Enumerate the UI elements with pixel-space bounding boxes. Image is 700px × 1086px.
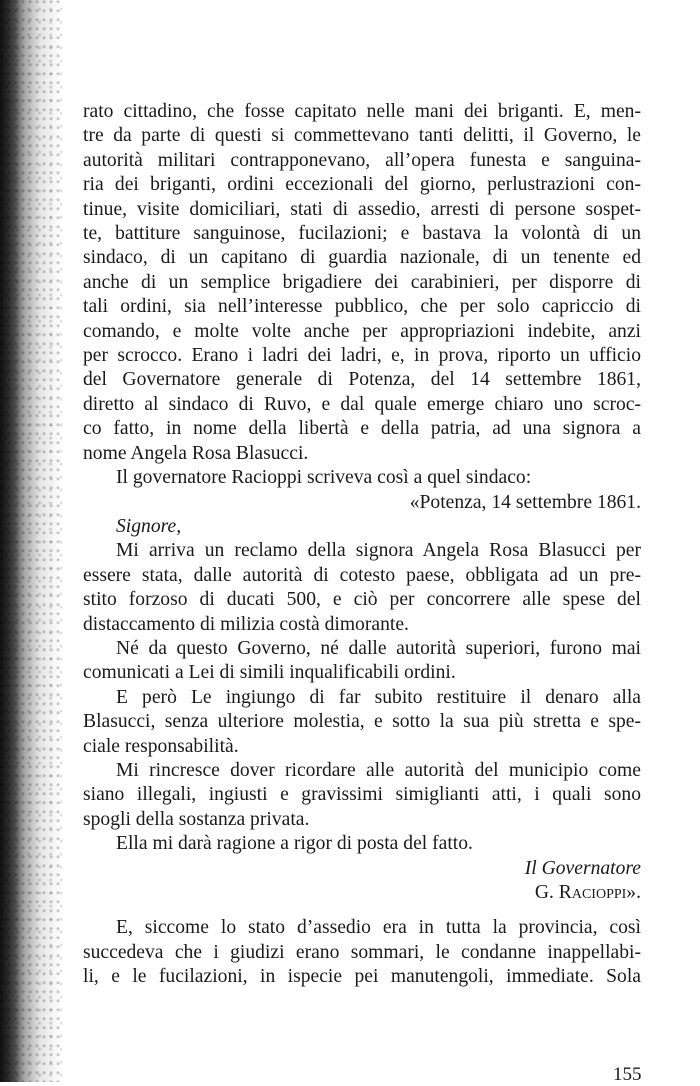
text-line: E, siccome lo stato d’assedio era in tutta la provincia, così (116, 917, 641, 939)
text-line: diretto al sindaco di Ruvo, e dal quale emerge chiaro uno scroc- (83, 393, 641, 415)
page-text (83, 100, 641, 990)
text-line: li, e le fucilazioni, in ispecie pei manutengoli, immediate. Sola (83, 966, 641, 988)
letter-salutation: Signore, (116, 515, 182, 537)
letter-dateline: «Potenza, 14 settembre 1861. (409, 491, 641, 513)
text-line: ciale responsabilità. (83, 735, 239, 757)
text-line: Mi rincresce dover ricordare alle autorità del municipio come (116, 759, 641, 781)
text-line: comando, e molte volte anche per appropriazioni indebite, anzi (83, 320, 641, 342)
text-line: sindaco, di un capitano di guardia nazionale, di un tenente ed (83, 247, 641, 269)
text-line: tali ordini, sia nell’interesse pubblico, che per solo capriccio di (83, 296, 641, 318)
text-line: nome Angela Rosa Blasucci. (83, 442, 309, 464)
text-line: succedeva che i giudizi erano sommari, le condanne inappellabi- (83, 941, 641, 963)
text-line: tre da parte di questi si commettevano tanti delitti, il Governo, le (83, 125, 641, 147)
text-line: Ella mi darà ragione a rigor di posta del fatto. (116, 833, 473, 855)
text-line: Mi arriva un reclamo della signora Angela Rosa Blasucci per (116, 540, 641, 562)
text-line: comunicati a Lei di simili inqualificabili ordini. (83, 662, 456, 684)
text-line: essere stata, dalle autorità di cotesto paese, obbligata ad un pre- (83, 564, 641, 586)
text-line: tinue, visite domiciliari, stati di assedio, arresti di persone sospet- (83, 198, 641, 220)
text-line: siano illegali, ingiusti e gravissimi simiglianti atti, i quali sono (83, 784, 641, 806)
text-line: rato cittadino, che fosse capitato nelle mani dei briganti. E, men- (83, 101, 641, 122)
text-line: del Governatore generale di Potenza, del 14 settembre 1861, (83, 369, 641, 391)
text-line: co fatto, in nome della libertà e della patria, ad una signora a (83, 418, 641, 440)
text-line: Blasucci, senza ulteriore molestia, e sotto la sua più stretta e spe- (83, 711, 641, 733)
page-number: 155 (613, 1064, 642, 1085)
signature-title: Il Governatore (524, 857, 641, 879)
text-line: stito forzoso di ducati 500, e ciò per concorrere alle spese del (83, 589, 641, 611)
text-line: Il governatore Racioppi scriveva così a quel sindaco: (116, 467, 532, 489)
text-line: per scrocco. Erano i ladri dei ladri, e, in prova, riporto un ufficio (83, 345, 641, 367)
text-line: Né da questo Governo, né dalle autorità superiori, furono mai (116, 637, 641, 659)
book-binding-texture (0, 0, 62, 1082)
text-line: E però Le ingiungo di far subito restituire il denaro alla (116, 686, 641, 708)
text-line: spogli della sostanza privata. (83, 808, 310, 830)
text-line: ria dei briganti, ordini eccezionali del giorno, perlustrazioni con- (83, 174, 641, 196)
text-line: distaccamento di milizia costà dimorante. (83, 613, 409, 635)
text-line: anche di un semplice brigadiere dei carabinieri, per disporre di (83, 271, 641, 293)
text-line: autorità militari contrapponevano, all’opera funesta e sanguina- (83, 149, 641, 171)
signature-name: G. Racioppi». (534, 882, 641, 903)
text-line: te, battiture sanguinose, fucilazioni; e bastava la volontà di un (83, 223, 641, 245)
